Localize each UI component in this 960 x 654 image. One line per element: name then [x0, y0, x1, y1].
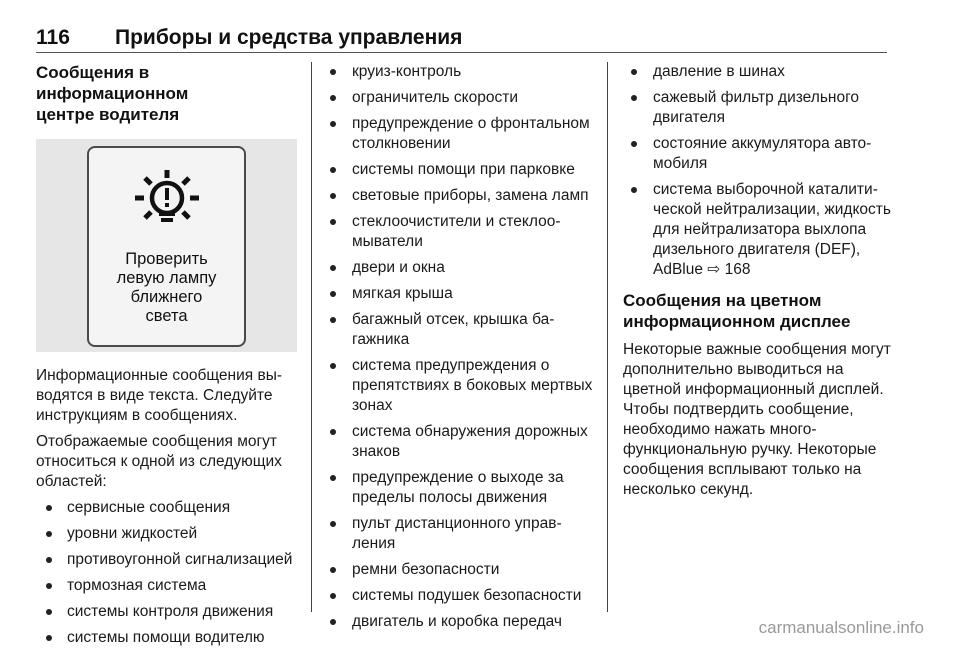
column-divider-1 [311, 62, 312, 612]
list-item: двигатель и коробка передач [322, 612, 597, 632]
section-heading-color-display [623, 290, 893, 332]
column-2 [322, 62, 597, 638]
list-item: уровни жидкостей [36, 524, 301, 544]
message-text [89, 250, 244, 326]
bullet-list [322, 62, 597, 632]
page-number: 116 [36, 26, 70, 49]
lamp-warning-icon [133, 168, 201, 228]
list-item: багажный отсек, крышка багажника [322, 310, 597, 350]
heading-line: Сообщения в информационном [36, 63, 189, 103]
bullet-list [36, 498, 301, 648]
list-item: сервисные сообщения [36, 498, 301, 518]
list-item-text: система выборочной каталитической нейтрализации, жидкость для нейтрализатора выхлопа дизельного двигателя (DEF), AdBlue [653, 181, 891, 278]
page-header [36, 26, 886, 54]
column-3 [623, 62, 893, 500]
page-reference-link[interactable] [707, 261, 750, 278]
list-item: система предупреждения о препятствиях в боковых мертвых зонах [322, 356, 597, 416]
display-illustration [36, 139, 297, 352]
column-divider-2 [607, 62, 608, 612]
heading-line: Сообщения на цветном [623, 291, 822, 310]
reference-page-number: 168 [724, 261, 751, 278]
list-item: световые приборы, замена ламп [322, 186, 597, 206]
paragraph: Информационные сообщения выводятся в виде текста. Следуйте инструкциям в сообщениях. [36, 367, 283, 424]
message-panel [87, 146, 246, 347]
list-item: ограничитель скорости [322, 88, 597, 108]
list-item: системы контроля движения [36, 602, 301, 622]
header-rule [36, 52, 887, 53]
watermark: carmanualsonline.info [758, 618, 924, 637]
column-1 [36, 62, 301, 654]
list-item: круиз-контроль [322, 62, 597, 82]
message-line: левую лампу [116, 269, 217, 287]
page-title: Приборы и средства управления [115, 26, 463, 49]
list-item: предупреждение о выходе за пределы полосы движения [322, 468, 597, 508]
list-item: системы подушек безопасности [322, 586, 597, 606]
paragraph: Некоторые важные сообщения могут дополнительно выводиться на цветной информационный дисплей. Чтобы подтвердить сообщение, необходимо нажать многофункциональную ручку. Некоторые сообщения всплывают только на несколько секунд. [623, 341, 891, 498]
heading-line: центре водителя [36, 105, 180, 124]
arrow-right-icon: ⇨ [707, 261, 721, 278]
list-item: системы помощи водителю [36, 628, 301, 648]
list-item: состояние аккумулятора автомобиля [623, 134, 893, 174]
list-item: стеклоочистители и стеклоомыватели [322, 212, 597, 252]
list-item: системы помощи при парковке [322, 160, 597, 180]
heading-line: информационном дисплее [623, 312, 851, 331]
list-item: сажевый фильтр дизельного двигателя [623, 88, 893, 128]
message-line: Проверить [125, 250, 208, 268]
paragraph: Отображаемые сообщения могут относиться к одной из следующих областей: [36, 433, 282, 490]
list-item: система обнаружения дорожных знаков [322, 422, 597, 462]
message-line: света [145, 307, 188, 325]
list-item: мягкая крыша [322, 284, 597, 304]
list-item: тормозная система [36, 576, 301, 596]
list-item: пульт дистанционного управления [322, 514, 597, 554]
message-line: ближнего [130, 288, 203, 306]
list-item: противоугонной сигнализацией [36, 550, 301, 570]
list-item: двери и окна [322, 258, 597, 278]
list-item: ремни безопасности [322, 560, 597, 580]
list-item [623, 180, 893, 280]
list-item: давление в шинах [623, 62, 893, 82]
bullet-list [623, 62, 893, 280]
section-heading-driver-info [36, 62, 301, 125]
list-item: предупреждение о фронтальном столкновении [322, 114, 597, 154]
